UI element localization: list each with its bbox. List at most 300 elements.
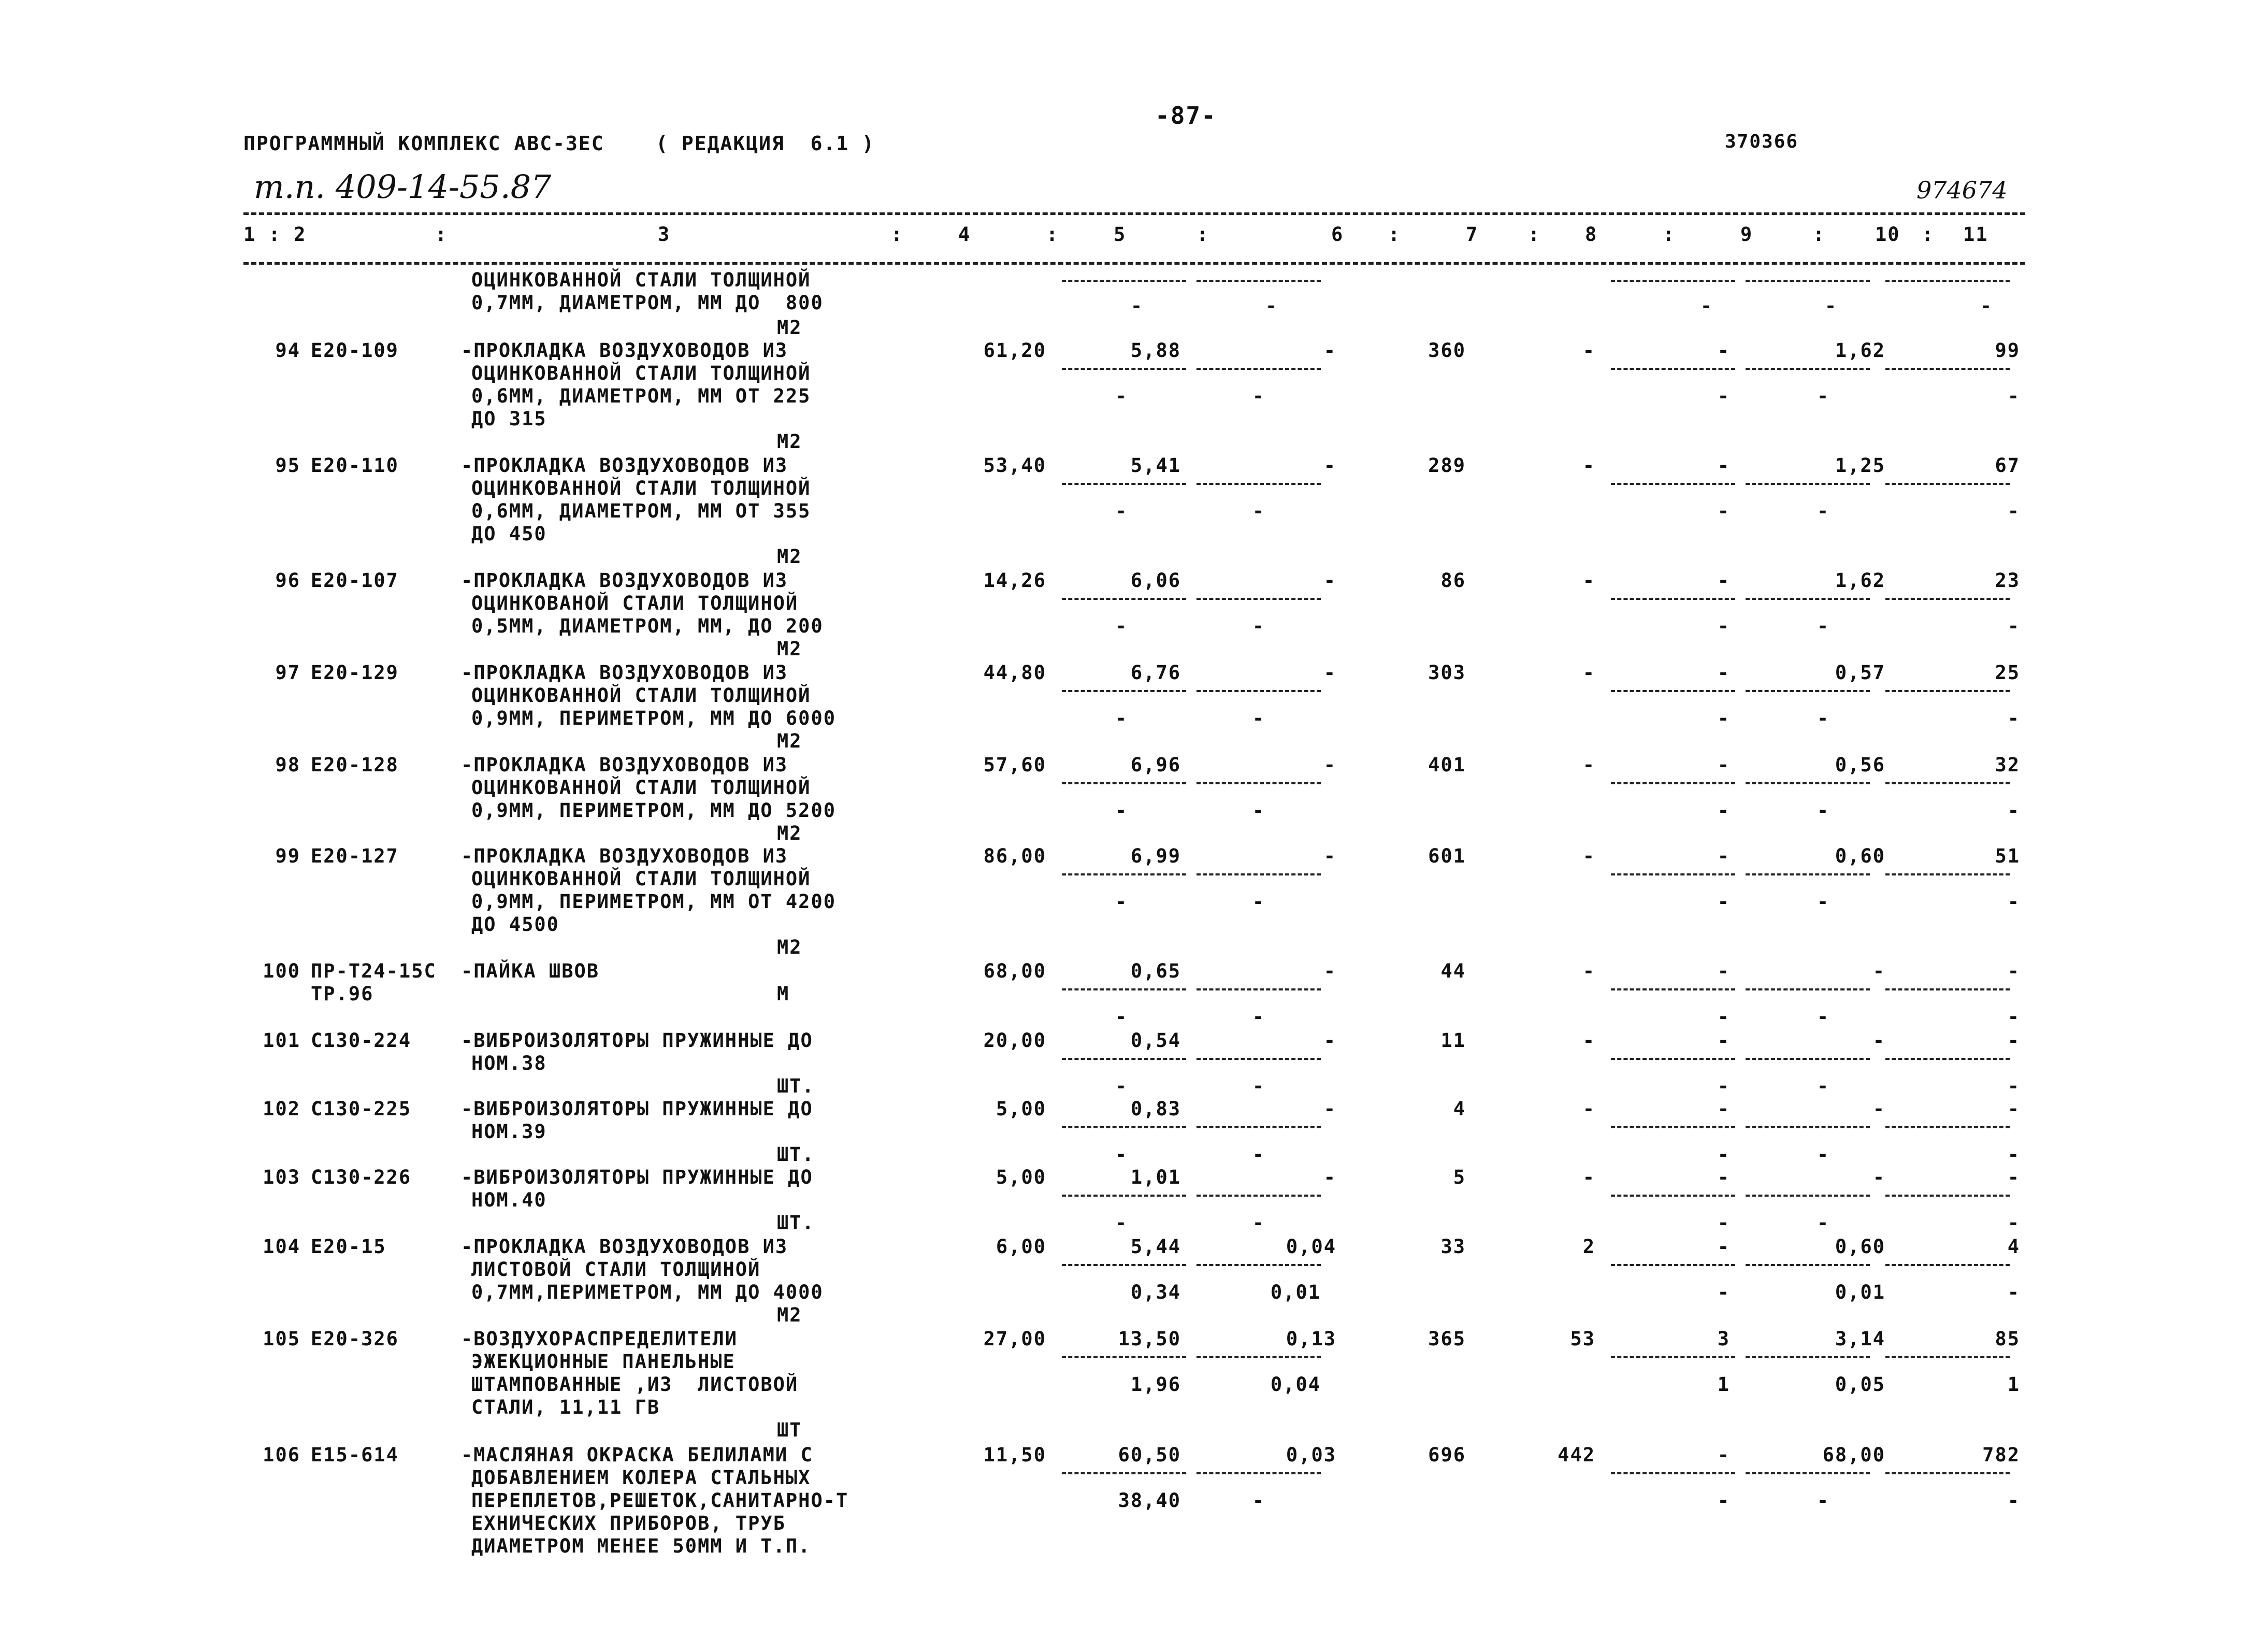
dashed-separator — [1197, 1264, 1321, 1266]
row-code: Е20-15 — [311, 1236, 386, 1258]
cell-c6: - — [1323, 454, 1336, 477]
cell-c5-lower: - — [1115, 799, 1128, 822]
cell-c9-lower: 1 — [1717, 1373, 1730, 1396]
dashed-separator — [1197, 368, 1321, 370]
cell-c6-lower: 0,01 — [1270, 1281, 1321, 1303]
description-line: 0,7ММ,ПЕРИМЕТРОМ, ММ ДО 4000 — [471, 1281, 824, 1303]
description-line: ОЦИНКОВАННОЙ СТАЛИ ТОЛЩИНОЙ — [471, 868, 811, 890]
cell-c10: 1,62 — [1835, 339, 1885, 362]
description-line: -ВИБРОИЗОЛЯТОРЫ ПРУЖИННЫЕ ДО — [461, 1166, 813, 1188]
cell-c4: 27,00 — [983, 1328, 1046, 1350]
handwritten-code: 974674 — [1916, 176, 2008, 204]
dashed-separator — [1885, 1195, 2010, 1197]
column-header-12: : — [1528, 223, 1541, 246]
cell-c9: - — [1717, 1236, 1730, 1258]
cell-c8: - — [1582, 1098, 1595, 1120]
cell-c6: 0,04 — [1286, 1236, 1336, 1258]
dashed-separator — [1746, 988, 1870, 990]
cell-c5: 0,83 — [1130, 1098, 1181, 1120]
cell-c11-lower: - — [2007, 500, 2020, 522]
dashed-separator — [1197, 280, 1321, 282]
cell-c4: 53,40 — [983, 454, 1046, 477]
cell-c5-lower: - — [1115, 385, 1128, 407]
cell-c8: 442 — [1558, 1444, 1595, 1466]
description-line: ОЦИНКОВАННОЙ СТАЛИ ТОЛЩИНОЙ — [471, 477, 811, 499]
dashed-separator — [1062, 598, 1186, 600]
cell-c5-lower: - — [1115, 500, 1128, 522]
cell-c11-lower: - — [1980, 295, 1993, 317]
cell-c10-lower: - — [1817, 615, 1830, 637]
header-rule-bottom — [243, 262, 2025, 265]
description-line: -ВИБРОИЗОЛЯТОРЫ ПРУЖИННЫЕ ДО — [461, 1029, 813, 1052]
cell-c9-lower: - — [1717, 1005, 1730, 1028]
cell-c10: 0,60 — [1835, 845, 1885, 867]
unit-label: М2 — [777, 1304, 802, 1326]
dashed-separator — [1197, 690, 1321, 692]
cell-c8: - — [1582, 339, 1595, 362]
cell-c11: 25 — [1995, 662, 2020, 684]
cell-c10: 1,25 — [1835, 454, 1885, 477]
column-header-8: : — [1197, 223, 1209, 246]
column-header-19: 11 — [1963, 223, 1988, 246]
cell-c11-lower: - — [2007, 799, 2020, 822]
cell-c8: - — [1582, 569, 1595, 592]
row-code: Е20-326 — [311, 1328, 399, 1350]
cell-c6-lower: - — [1252, 615, 1265, 637]
cell-c7: 4 — [1453, 1098, 1466, 1120]
row-number: 105 — [263, 1328, 300, 1350]
row-code: С130-225 — [311, 1098, 412, 1120]
dashed-separator — [1746, 690, 1870, 692]
cell-c9: - — [1717, 569, 1730, 592]
row-code: Е20-129 — [311, 662, 399, 684]
description-line: -ПРОКЛАДКА ВОЗДУХОВОДОВ ИЗ — [461, 662, 788, 684]
column-header-7: 5 — [1114, 223, 1127, 246]
description-line: ОЦИНКОВАННОЙ СТАЛИ ТОЛЩИНОЙ — [471, 362, 811, 384]
description-line: 0,9ММ, ПЕРИМЕТРОМ, ММ ДО 5200 — [471, 799, 837, 822]
cell-c11: 782 — [1982, 1444, 2020, 1466]
cell-c7: 601 — [1428, 845, 1466, 867]
unit-label: М2 — [777, 638, 802, 660]
cell-c10-lower: - — [1817, 500, 1830, 522]
row-number: 94 — [275, 339, 300, 362]
description-line: -ПРОКЛАДКА ВОЗДУХОВОДОВ ИЗ — [461, 845, 788, 867]
cell-c11: - — [2007, 1029, 2020, 1052]
description-line: -ПРОКЛАДКА ВОЗДУХОВОДОВ ИЗ — [461, 454, 788, 477]
cell-c10-lower: - — [1817, 385, 1830, 407]
cell-c7: 289 — [1428, 454, 1466, 477]
cell-c7: 401 — [1428, 754, 1466, 776]
cell-c5: 6,96 — [1130, 754, 1181, 776]
cell-c6: - — [1323, 754, 1336, 776]
cell-c10-lower: - — [1817, 799, 1830, 822]
description-line: -ПРОКЛАДКА ВОЗДУХОВОДОВ ИЗ — [461, 754, 788, 776]
cell-c4: 61,20 — [983, 339, 1046, 362]
cell-c7: 696 — [1428, 1444, 1466, 1466]
cell-c11-lower: - — [2007, 1489, 2020, 1512]
cell-c9-lower: - — [1717, 1143, 1730, 1166]
cell-c9-lower: - — [1717, 1212, 1730, 1234]
cell-c6: - — [1323, 662, 1336, 684]
dashed-separator — [1062, 1356, 1186, 1358]
cell-c7: 360 — [1428, 339, 1466, 362]
cell-c9-lower: - — [1700, 295, 1713, 317]
dashed-separator — [1885, 280, 2010, 282]
dashed-separator — [1197, 598, 1321, 600]
cell-c5-lower: - — [1115, 1212, 1128, 1234]
row-number: 104 — [263, 1236, 300, 1258]
unit-label: ШТ — [777, 1419, 802, 1441]
cell-c9: - — [1717, 960, 1730, 982]
cell-c9: - — [1717, 1029, 1730, 1052]
description-line: -ВОЗДУХОРАСПРЕДЕЛИТЕЛИ — [461, 1328, 738, 1350]
cell-c11-lower: - — [2007, 385, 2020, 407]
cell-c10: - — [1872, 1029, 1885, 1052]
dashed-separator — [1197, 1126, 1321, 1128]
cell-c10-lower: - — [1817, 1005, 1830, 1028]
row-code: ПР-Т24-15С — [311, 960, 437, 982]
cell-c6: 0,13 — [1286, 1328, 1336, 1350]
row-code: Е20-109 — [311, 339, 399, 362]
cell-c5-lower: - — [1115, 1143, 1128, 1166]
cell-c8: 2 — [1582, 1236, 1595, 1258]
unit-label: М2 — [777, 730, 802, 752]
unit-label: ШТ. — [777, 1143, 815, 1166]
cell-c10-lower: - — [1817, 1075, 1830, 1097]
description-line: 0,6ММ, ДИАМЕТРОМ, ММ ОТ 225 — [471, 385, 811, 407]
cell-c7: 86 — [1440, 569, 1466, 592]
cell-c5: 0,65 — [1130, 960, 1181, 982]
dashed-separator — [1197, 988, 1321, 990]
dashed-separator — [1611, 782, 1735, 784]
cell-c8: - — [1582, 960, 1595, 982]
cell-c10: - — [1872, 960, 1885, 982]
cell-c9-lower: - — [1717, 707, 1730, 729]
dashed-separator — [1611, 280, 1735, 282]
column-header-16: : — [1813, 223, 1826, 246]
dashed-separator — [1611, 690, 1735, 692]
dashed-separator — [1197, 1356, 1321, 1358]
dashed-separator — [1611, 1472, 1735, 1474]
cell-c4: 68,00 — [983, 960, 1046, 982]
row-number: 95 — [275, 454, 300, 477]
row-code: Е20-127 — [311, 845, 399, 867]
cell-c7: 33 — [1440, 1236, 1466, 1258]
cell-c5-lower: 38,40 — [1118, 1489, 1181, 1512]
cell-c5: 0,54 — [1130, 1029, 1181, 1052]
dashed-separator — [1885, 1264, 2010, 1266]
cell-c9: - — [1717, 339, 1730, 362]
cell-c11: - — [2007, 1166, 2020, 1188]
description-line: ОЦИНКОВАНОЙ СТАЛИ ТОЛЩИНОЙ — [471, 592, 799, 614]
column-header-4: : — [891, 223, 904, 246]
cell-c6: - — [1323, 1098, 1336, 1120]
cell-c9: - — [1717, 662, 1730, 684]
cell-c4: 11,50 — [983, 1444, 1046, 1466]
dashed-separator — [1062, 280, 1186, 282]
dashed-separator — [1885, 1356, 2010, 1358]
dashed-separator — [1062, 1472, 1186, 1474]
dashed-separator — [1062, 483, 1186, 485]
row-number: 96 — [275, 569, 300, 592]
dashed-separator — [1885, 598, 2010, 600]
column-header-18: : — [1922, 223, 1935, 246]
row-number: 101 — [263, 1029, 300, 1052]
cell-c6-lower: - — [1252, 890, 1265, 913]
description-line: -ПРОКЛАДКА ВОЗДУХОВОДОВ ИЗ — [461, 569, 788, 592]
cell-c5: 5,44 — [1130, 1236, 1181, 1258]
cell-c6-lower: - — [1252, 1212, 1265, 1234]
continuation-line: ОЦИНКОВАННОЙ СТАЛИ ТОЛЩИНОЙ — [471, 269, 811, 291]
cell-c8: - — [1582, 1166, 1595, 1188]
description-line: -ПРОКЛАДКА ВОЗДУХОВОДОВ ИЗ — [461, 1236, 788, 1258]
cell-c11-lower: - — [2007, 890, 2020, 913]
dashed-separator — [1746, 782, 1870, 784]
description-line: НОМ.38 — [471, 1052, 547, 1074]
description-line: 0,5ММ, ДИАМЕТРОМ, ММ, ДО 200 — [471, 615, 824, 637]
cell-c10-lower: - — [1817, 707, 1830, 729]
column-header-1: 1 : 2 — [243, 223, 307, 246]
cell-c10: 0,60 — [1835, 1236, 1885, 1258]
dashed-separator — [1197, 483, 1321, 485]
cell-c11-lower: - — [2007, 1075, 2020, 1097]
dashed-separator — [1062, 368, 1186, 370]
cell-c6-lower: - — [1252, 707, 1265, 729]
cell-c8: 53 — [1570, 1328, 1595, 1350]
cell-c9: 3 — [1717, 1328, 1730, 1350]
cell-c5-lower: - — [1115, 890, 1128, 913]
dashed-separator — [1885, 1126, 2010, 1128]
cell-c9-lower: - — [1717, 1075, 1730, 1097]
dashed-separator — [1197, 873, 1321, 875]
column-header-10: : — [1388, 223, 1401, 246]
dashed-separator — [1611, 1264, 1735, 1266]
cell-c8: - — [1582, 1029, 1595, 1052]
column-header-6: : — [1046, 223, 1059, 246]
row-number: 102 — [263, 1098, 300, 1120]
row-code: Е15-614 — [311, 1444, 399, 1466]
cell-c9-lower: - — [1717, 1281, 1730, 1303]
row-number: 100 — [263, 960, 300, 982]
cell-c10: 0,56 — [1835, 754, 1885, 776]
dashed-separator — [1611, 483, 1735, 485]
description-line: 0,6ММ, ДИАМЕТРОМ, ММ ОТ 355 — [471, 500, 811, 522]
cell-c4: 14,26 — [983, 569, 1046, 592]
cell-c5-lower: - — [1115, 1005, 1128, 1028]
cell-c11-lower: - — [2007, 1281, 2020, 1303]
dashed-separator — [1746, 598, 1870, 600]
cell-c10-lower: - — [1824, 295, 1838, 317]
cell-c5: 60,50 — [1118, 1444, 1181, 1466]
row-number: 99 — [275, 845, 300, 867]
cell-c5: 13,50 — [1118, 1328, 1181, 1350]
cell-c11-lower: - — [2007, 1143, 2020, 1166]
column-header-3: 3 — [658, 223, 671, 246]
cell-c5-lower: - — [1130, 295, 1144, 317]
cell-c7: 5 — [1453, 1166, 1466, 1188]
row-number: 103 — [263, 1166, 300, 1188]
cell-c6-lower: - — [1252, 1143, 1265, 1166]
dashed-separator — [1746, 1472, 1870, 1474]
cell-c6: - — [1323, 1029, 1336, 1052]
cell-c11-lower: - — [2007, 1005, 2020, 1028]
cell-c11-lower: - — [2007, 1212, 2020, 1234]
dashed-separator — [1746, 280, 1870, 282]
row-code: Е20-107 — [311, 569, 399, 592]
column-header-17: 10 — [1875, 223, 1900, 246]
description-line: ЛИСТОВОЙ СТАЛИ ТОЛЩИНОЙ — [471, 1258, 761, 1281]
column-header-13: 8 — [1585, 223, 1598, 246]
cell-c11-lower: - — [2007, 615, 2020, 637]
row-number: 106 — [263, 1444, 300, 1466]
document-code: 370366 — [1725, 131, 1799, 152]
cell-c8: - — [1582, 754, 1595, 776]
dashed-separator — [1062, 782, 1186, 784]
description-line: -ПАЙКА ШВОВ — [461, 960, 600, 982]
description-line: ДИАМЕТРОМ МЕНЕЕ 50ММ И Т.П. — [471, 1535, 811, 1557]
cell-c6-lower: - — [1252, 1489, 1265, 1512]
cell-c7: 303 — [1428, 662, 1466, 684]
dashed-separator — [1062, 690, 1186, 692]
project-reference: т.п. 409-14-55.87 — [254, 168, 552, 206]
dashed-separator — [1062, 1195, 1186, 1197]
cell-c11: 32 — [1995, 754, 2020, 776]
description-line: ПЕРЕПЛЕТОВ,РЕШЕТОК,САНИТАРНО-Т — [471, 1489, 849, 1512]
dashed-separator — [1746, 1356, 1870, 1358]
cell-c9-lower: - — [1717, 1489, 1730, 1512]
cell-c6-lower: 0,04 — [1270, 1373, 1321, 1396]
description-line: -МАСЛЯНАЯ ОКРАСКА БЕЛИЛАМИ С — [461, 1444, 813, 1466]
cell-c8: - — [1582, 454, 1595, 477]
continuation-unit: М2 — [777, 317, 802, 339]
description-line: ШТАМПОВАННЫЕ ,ИЗ ЛИСТОВОЙ — [471, 1373, 799, 1396]
cell-c9: - — [1717, 454, 1730, 477]
cell-c6-lower: - — [1252, 1075, 1265, 1097]
cell-c11: - — [2007, 1098, 2020, 1120]
cell-c11-lower: - — [2007, 707, 2020, 729]
row-number: 97 — [275, 662, 300, 684]
row-code: Е20-110 — [311, 454, 399, 477]
cell-c9-lower: - — [1717, 799, 1730, 822]
dashed-separator — [1611, 1356, 1735, 1358]
cell-c5-lower: - — [1115, 1075, 1128, 1097]
row-code: Е20-128 — [311, 754, 399, 776]
description-line: СТАЛИ, 11,11 ГВ — [471, 1396, 660, 1418]
cell-c5: 1,01 — [1130, 1166, 1181, 1188]
column-header-14: : — [1663, 223, 1676, 246]
cell-c5-lower: 1,96 — [1130, 1373, 1181, 1396]
cell-c10-lower: - — [1817, 1143, 1830, 1166]
cell-c7: 11 — [1440, 1029, 1466, 1052]
dashed-separator — [1885, 782, 2010, 784]
cell-c4: 86,00 — [983, 845, 1046, 867]
cell-c6-lower: - — [1252, 1005, 1265, 1028]
cell-c9-lower: - — [1717, 500, 1730, 522]
cell-c6: 0,03 — [1286, 1444, 1336, 1466]
cell-c10: 1,62 — [1835, 569, 1885, 592]
cell-c10: 0,57 — [1835, 662, 1885, 684]
dashed-separator — [1885, 873, 2010, 875]
column-header-15: 9 — [1740, 223, 1753, 246]
row-code: ТР.96 — [311, 983, 374, 1005]
dashed-separator — [1885, 1472, 2010, 1474]
dashed-separator — [1746, 1058, 1870, 1060]
cell-c11: 99 — [1995, 339, 2020, 362]
cell-c9-lower: - — [1717, 385, 1730, 407]
cell-c11: 4 — [2007, 1236, 2020, 1258]
cell-c6-lower: - — [1252, 500, 1265, 522]
dashed-separator — [1746, 483, 1870, 485]
description-line: 0,9ММ, ПЕРИМЕТРОМ, ММ ОТ 4200 — [471, 890, 837, 913]
description-line: 0,9ММ, ПЕРИМЕТРОМ, ММ ДО 6000 — [471, 707, 837, 729]
column-header-2: : — [435, 223, 448, 246]
dashed-separator — [1746, 1195, 1870, 1197]
cell-c6-lower: - — [1265, 295, 1278, 317]
cell-c8: - — [1582, 662, 1595, 684]
cell-c10: - — [1872, 1098, 1885, 1120]
description-line: ДО 4500 — [471, 913, 559, 936]
cell-c7: 44 — [1440, 960, 1466, 982]
dashed-separator — [1611, 1058, 1735, 1060]
cell-c6: - — [1323, 1166, 1336, 1188]
cell-c10: 68,00 — [1822, 1444, 1885, 1466]
cell-c6: - — [1323, 960, 1336, 982]
cell-c11: - — [2007, 960, 2020, 982]
cell-c8: - — [1582, 845, 1595, 867]
cell-c4: 57,60 — [983, 754, 1046, 776]
dashed-separator — [1062, 988, 1186, 990]
cell-c4: 20,00 — [983, 1029, 1046, 1052]
dashed-separator — [1611, 873, 1735, 875]
unit-label: М2 — [777, 822, 802, 844]
cell-c10-lower: - — [1817, 1489, 1830, 1512]
dashed-separator — [1062, 1264, 1186, 1266]
cell-c5: 6,99 — [1130, 845, 1181, 867]
column-header-11: 7 — [1466, 223, 1479, 246]
cell-c10: - — [1872, 1166, 1885, 1188]
dashed-separator — [1062, 1126, 1186, 1128]
description-line: -ПРОКЛАДКА ВОЗДУХОВОДОВ ИЗ — [461, 339, 788, 362]
cell-c4: 44,80 — [983, 662, 1046, 684]
dashed-separator — [1197, 1472, 1321, 1474]
row-code: С130-224 — [311, 1029, 412, 1052]
dashed-separator — [1885, 1058, 2010, 1060]
description-line: ЭЖЕКЦИОННЫЕ ПАНЕЛЬНЫЕ — [471, 1351, 736, 1373]
cell-c6-lower: - — [1252, 385, 1265, 407]
cell-c11: 85 — [1995, 1328, 2020, 1350]
cell-c10-lower: - — [1817, 890, 1830, 913]
cell-c4: 5,00 — [996, 1098, 1046, 1120]
dashed-separator — [1611, 368, 1735, 370]
cell-c9: - — [1717, 845, 1730, 867]
dashed-separator — [1611, 598, 1735, 600]
unit-label: М2 — [777, 430, 802, 453]
unit-label: М — [777, 983, 790, 1005]
cell-c9-lower: - — [1717, 890, 1730, 913]
column-header-5: 4 — [958, 223, 971, 246]
dashed-separator — [1062, 873, 1186, 875]
cell-c11-lower: 1 — [2007, 1373, 2020, 1396]
cell-c5: 5,88 — [1130, 339, 1181, 362]
row-code: С130-226 — [311, 1166, 412, 1188]
cell-c10-lower: 0,01 — [1835, 1281, 1885, 1303]
dashed-separator — [1885, 988, 2010, 990]
column-header-9: 6 — [1331, 223, 1344, 246]
unit-label: ШТ. — [777, 1075, 815, 1097]
dashed-separator — [1062, 1058, 1186, 1060]
row-number: 98 — [275, 754, 300, 776]
cell-c6-lower: - — [1252, 799, 1265, 822]
